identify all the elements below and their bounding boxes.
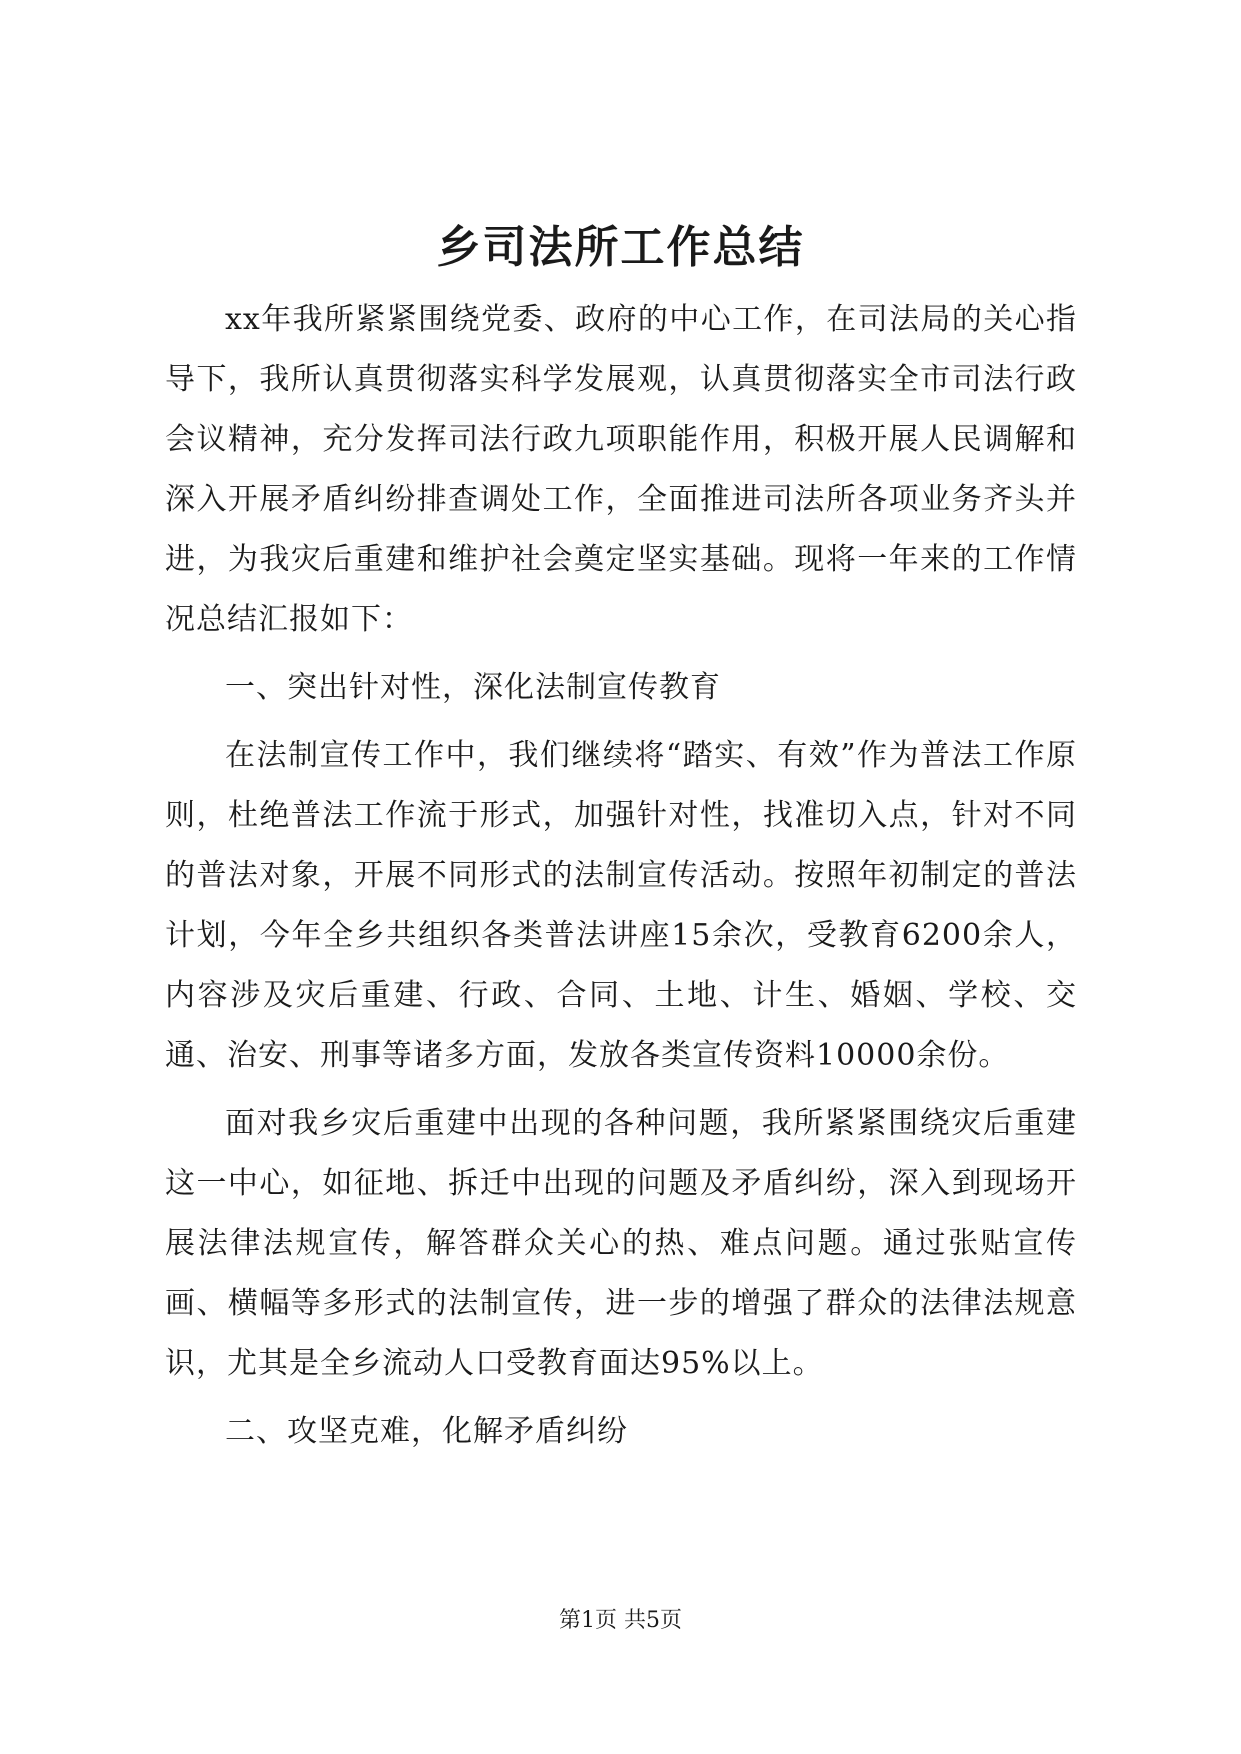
body-paragraph: 在法制宣传工作中，我们继续将“踏实、有效”作为普法工作原则，杜绝普法工作流于形式，加强针对性，找准切入点，针对不同的普法对象，开展不同形式的法制宣传活动。按照年初制定的普法计划，今年全乡共组织各类普法讲座15余次，受教育6200余人，内容涉及灾后重建、行政、合同、土地、计生、婚姻、学校、交通、治安、刑事等诸多方面，发放各类宣传资料10000余份。 bbox=[165, 738, 1077, 1073]
document-title: 乡司法所工作总结 bbox=[436, 222, 805, 273]
intro-paragraph: xx年我所紧紧围绕党委、政府的中心工作，在司法局的关心指导下，我所认真贯彻落实科学发展观，认真贯彻落实全市司法行政会议精神，充分发挥司法行政九项职能作用，积极开展人民调解和深入开展矛盾纠纷排查调处工作，全面推进司法所各项业务齐头并进，为我灾后重建和维护社会奠定坚实基础。现将一年来的工作情况总结汇报如下： bbox=[165, 302, 1077, 637]
section-heading-1: 一、突出针对性，深化法制宣传教育 bbox=[225, 670, 721, 705]
page-number-footer: 第1页 共5页 bbox=[559, 1608, 682, 1633]
body-paragraph: 面对我乡灾后重建中出现的各种问题，我所紧紧围绕灾后重建这一中心，如征地、拆迁中出现的问题及矛盾纠纷，深入到现场开展法律法规宣传，解答群众关心的热、难点问题。通过张贴宣传画、横幅等多形式的法制宣传，进一步的增强了群众的法律法规意识，尤其是全乡流动人口受教育面达95%以上。 bbox=[165, 1106, 1077, 1381]
document-body bbox=[165, 290, 1077, 1462]
section-heading-2: 二、攻坚克难，化解矛盾纠纷 bbox=[225, 1414, 628, 1449]
